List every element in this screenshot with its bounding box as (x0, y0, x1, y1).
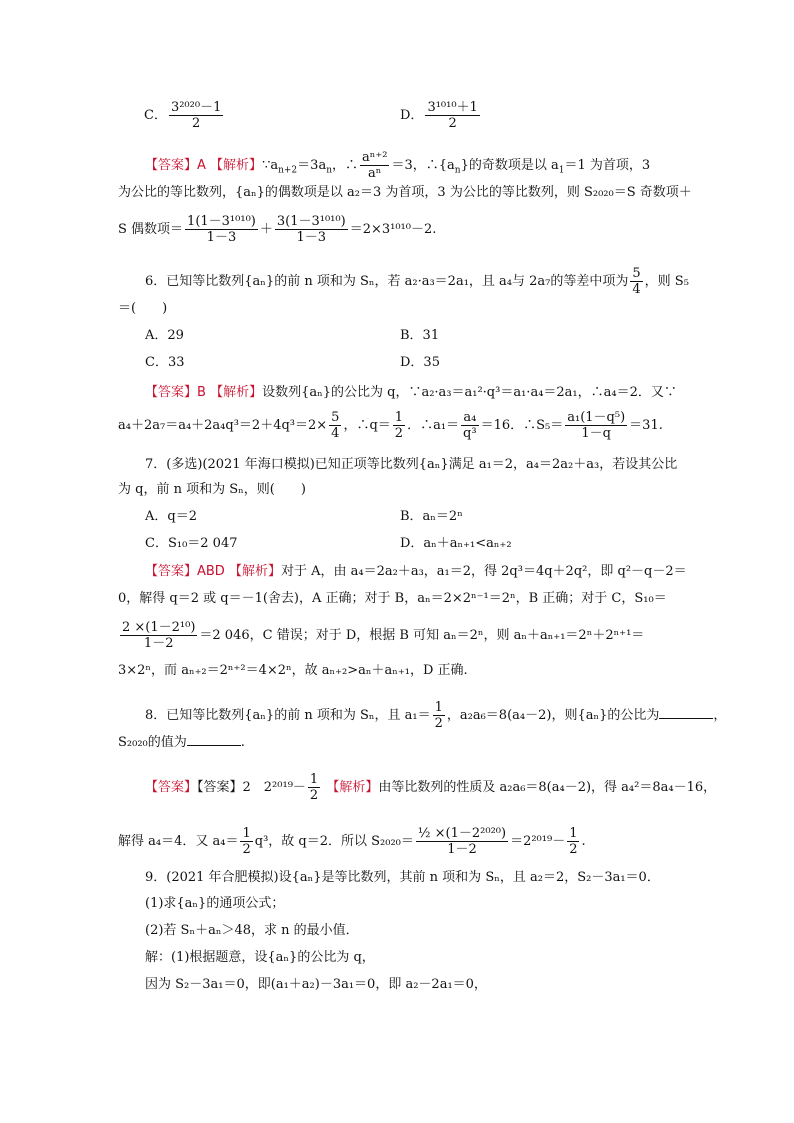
q8-stem-line-2: S₂₀₂₀的值为 . (118, 735, 245, 750)
q5-option-d-fraction: $\frac{\text{3¹⁰¹⁰＋1}}{2}$ (427, 100, 478, 131)
q6-stem-fraction: $\frac{5}{4}$ (632, 266, 641, 297)
q7-option-a: A．q＝2 (145, 509, 197, 524)
answer-tag: 【答案】B (145, 385, 206, 400)
q6-stem-line-1: 6．已知等比数列{aₙ}的前 n 项和为 Sₙ，若 a₂·a₃＝2a₁，且 a₄与 2a₇的等差中项为 $\frac{5}{4}$ ，则 S₅ (145, 266, 689, 297)
q5-odd-sum-fraction: $\frac{\text{1(1－3¹⁰¹⁰)}}{1-3}$ (187, 214, 256, 245)
q5-option-d: D． $\frac{\text{3¹⁰¹⁰＋1}}{2}$ (400, 100, 478, 131)
q5-even-sum-fraction: $\frac{\text{3(1－3¹⁰¹⁰)}}{1-3}$ (276, 214, 346, 245)
q5-option-c-fraction: $\frac{\text{3²⁰²⁰－1}}{2}$ (170, 100, 222, 131)
q7-option-b: B．aₙ＝2ⁿ (400, 509, 463, 524)
q9-solution-line-2: 因为 S₂－3a₁＝0，即(a₁＋a₂)－3a₁＝0，即 a₂－2a₁＝0， (145, 977, 487, 992)
q5-option-c: C． $\frac{\text{3²⁰²⁰－1}}{2}$ (144, 100, 222, 131)
answer-blank[interactable] (187, 733, 241, 746)
q7-answer-line-3: $\frac{\text{2 ×(1－2¹⁰)}}{1-2}$ ＝2 046，C 错误；对于 D，根据 B 可知 aₙ＝2ⁿ，则 aₙ＋aₙ₊₁＝2ⁿ＋2ⁿ⁺¹＝ (122, 620, 645, 651)
q5-ratio-fraction: $\frac{\text{aⁿ⁺²}}{\text{aⁿ}}$ (362, 150, 388, 181)
answer-tag: 【答案】A (145, 158, 206, 173)
q6-option-c: C．33 (145, 355, 185, 370)
q7-s10-fraction: $\frac{\text{2 ×(1－2¹⁰)}}{1-2}$ (122, 620, 196, 651)
q6-stem-line-2: ＝( ) (118, 301, 168, 316)
answer-blank[interactable] (659, 706, 713, 719)
q6-answer-line-1: 【答案】B 【解析】设数列{aₙ}的公比为 q，∵a₂·a₃＝a₁²·q³＝a₁·a₄＝2a₁，∴a₄＝2．又∵ (145, 385, 677, 400)
q7-stem-line-2: 为 q，前 n 项和为 Sₙ，则( ) (118, 482, 306, 497)
q9-solution-line-1: 解：(1)根据题意，设{aₙ}的公比为 q， (145, 950, 375, 965)
q7-answer-line-1: 【答案】ABD 【解析】对于 A，由 a₄＝2a₂＋a₃，a₁＝2，得 2q³＝4q＋2q²，即 q²－q－2＝ (145, 564, 687, 579)
q5-answer-line-2: 为公比的等比数列，{aₙ}的偶数项是以 a₂＝3 为首项，3 为公比的等比数列，则 S₂₀₂₀＝S 奇数项＋ (118, 185, 692, 200)
analysis-tag: 【解析】 (210, 158, 263, 173)
answer-tag: 【答案】ABD (145, 564, 225, 579)
q7-option-c: C．S₁₀＝2 047 (145, 536, 238, 551)
q9-stem-line-3: (2)若 Sₙ＋aₙ＞48，求 n 的最小值． (145, 923, 359, 938)
q7-option-d: D．aₙ＋aₙ₊₁<aₙ₊₂ (400, 536, 512, 551)
q6-option-d: D．35 (400, 355, 440, 370)
analysis-tag: 【解析】 (326, 780, 379, 795)
analysis-tag: 【解析】 (210, 385, 263, 400)
q5-answer-line-1: 【答案】A 【解析】$\because a_{n+2}=3a_n$，∴ $\frac{\text{aⁿ⁺²}}{\text{aⁿ}}$ ＝3，$\therefore\{a_n\}$的奇数项是以 $a_1=1$ 为首项，3 (145, 150, 651, 181)
q8-stem-line-1: 8．已知等比数列{aₙ}的前 n 项和为 Sₙ，且 a₁＝ $\frac{1}{2}$ ，a₂a₆＝8(a₄－2)，则{aₙ}的公比为 ， (145, 700, 727, 731)
q9-stem-line-2: (1)求{aₙ}的通项公式； (145, 896, 285, 911)
answer-tag: 【答案】 (145, 780, 198, 795)
q5-answer-line-3: S 偶数项＝ $\frac{\text{1(1－3¹⁰¹⁰)}}{1-3}$ ＋ $\frac{\text{3(1－3¹⁰¹⁰)}}{1-3}$ ＝2×3¹⁰¹⁰－2. (118, 214, 437, 245)
q6-option-a: A．29 (145, 328, 184, 343)
q8-answer-line-1: 【答案】【答案】2 2²⁰¹⁹－ $\frac{1}{2}$ 【解析】由等比数列的性质及 a₂a₆＝8(a₄－2)，得 a₄²＝8a₄－16， (145, 772, 717, 803)
q8-answer-line-2: 解得 a₄＝4．又 a₄＝ $\frac{1}{2}$ q³，故 q＝2．所以 S₂₀₂₀＝ $\frac{\text{½ ×(1－2²⁰²⁰)}}{1-2}$ ＝2²⁰¹⁹－ $\frac{1}{2}$ . (118, 826, 586, 857)
q7-answer-line-2: 0，解得 q＝2 或 q＝－1(舍去)，A 正确；对于 B，aₙ＝2×2ⁿ⁻¹＝2ⁿ，B 正确；对于 C，S₁₀＝ (118, 591, 667, 606)
q7-answer-line-4: 3×2ⁿ，而 aₙ₊₂＝2ⁿ⁺²＝4×2ⁿ，故 aₙ₊₂>aₙ＋aₙ₊₁，D 正确. (118, 663, 468, 678)
q7-stem-line-1: 7．(多选)(2021 年海口模拟)已知正项等比数列{aₙ}满足 a₁＝2，a₄＝2a₂＋a₃，若设其公比 (145, 457, 678, 472)
q6-answer-line-2: a₄＋2a₇＝a₄＋2a₄q³＝2＋4q³＝2× $\frac{5}{4}$ ，∴q＝ $\frac{1}{2}$ ．∴a₁＝ $\frac{\text{a₄}}{\text{q³}}$ ＝16．∴S₅＝ $\frac{\text{a₁(1－q⁵)}}{1-q}$ ＝31. (118, 410, 663, 441)
q9-stem-line-1: 9．(2021 年合肥模拟)设{aₙ}是等比数列，其前 n 项和为 Sₙ，且 a₂＝2，S₂－3a₁＝0． (145, 870, 660, 885)
q8-s2020-fraction: $\frac{\text{½ ×(1－2²⁰²⁰)}}{1-2}$ (417, 826, 507, 857)
analysis-tag: 【解析】 (228, 564, 281, 579)
q6-option-b: B．31 (400, 328, 440, 343)
